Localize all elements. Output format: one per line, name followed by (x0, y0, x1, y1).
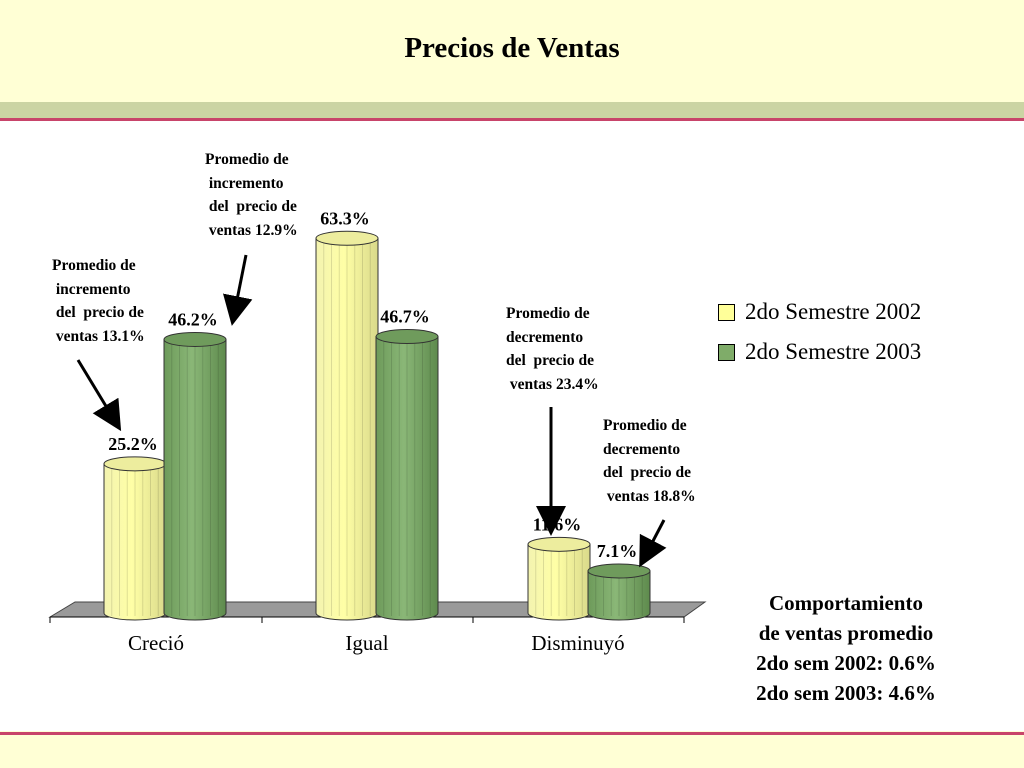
legend-label-2003: 2do Semestre 2003 (745, 339, 922, 364)
chart-legend (718, 292, 921, 372)
annotation-disminuyo-2002: Promedio de decremento del precio de ventas 18.8% (603, 417, 696, 505)
annotation-arrow-0 (78, 360, 118, 426)
data-label-s1-c2: 7.1% (596, 540, 638, 561)
category-label-2: Disminuyó (531, 631, 625, 655)
slide-title: Precios de Ventas (404, 32, 620, 64)
legend-swatch-2003 (718, 344, 735, 361)
bars (104, 208, 650, 620)
annotation-arrow-1 (233, 255, 246, 320)
data-label-s1-c0: 46.2% (168, 309, 218, 330)
category-label-1: Igual (345, 631, 389, 655)
summary-box (716, 588, 976, 708)
x-axis (50, 617, 684, 655)
bar-s1-c2 (588, 564, 650, 620)
data-label-s0-c2: 11.6% (532, 514, 582, 535)
bar-s0-c0 (104, 457, 166, 620)
annotation-disminuyo-2003: Promedio de decremento del precio de ventas 23.4% (506, 305, 599, 393)
annotation-igual-2003: Promedio de incremento del precio de ventas 12.9% (205, 151, 298, 239)
summary-line-1: Comportamiento (769, 591, 923, 615)
bar-s0-c2 (528, 537, 590, 620)
data-label-s0-c0: 25.2% (108, 433, 158, 454)
annotation-arrow-3 (642, 520, 664, 562)
summary-line-3: 2do sem 2002: 0.6% (756, 651, 936, 675)
annotation-crecio-2003: Promedio de incremento del precio de ventas 13.1% (52, 257, 145, 345)
bar-s0-c1 (316, 231, 378, 620)
summary-line-2: de ventas promedio (758, 621, 934, 645)
bar-s1-c0 (164, 332, 226, 620)
data-label-s0-c1: 63.3% (320, 208, 370, 229)
data-label-s1-c1: 46.7% (380, 306, 430, 327)
legend-swatch-2002 (718, 304, 735, 321)
legend-item-2002 (718, 292, 921, 332)
legend-item-2003 (718, 332, 921, 372)
summary-line-4: 2do sem 2003: 4.6% (756, 681, 936, 705)
legend-label-2002: 2do Semestre 2002 (745, 299, 922, 324)
category-label-0: Creció (128, 631, 184, 655)
bar-s1-c1 (376, 330, 438, 620)
